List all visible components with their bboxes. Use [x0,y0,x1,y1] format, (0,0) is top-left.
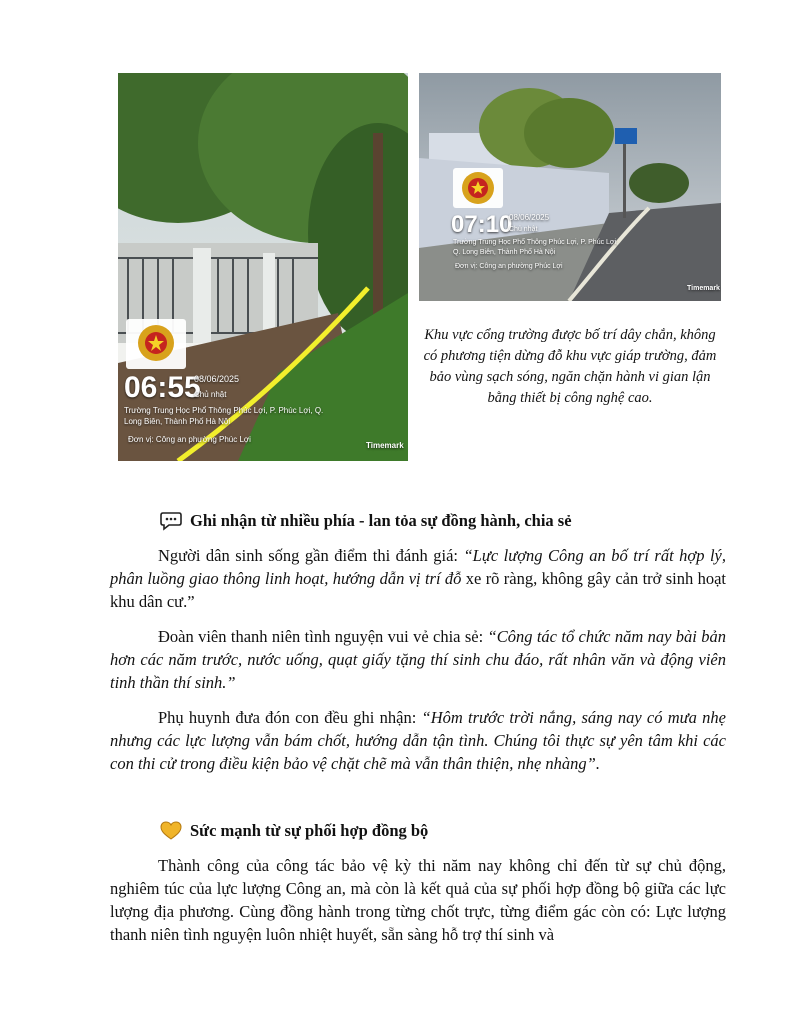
paragraph-residents [110,544,726,613]
section-heading-coordination [160,821,428,841]
fence-barrier-photo [118,73,408,461]
timestamp-weekday: Chủ nhật [194,390,227,399]
paragraph-coordination: Thành công của công tác bảo vệ kỳ thi năm nay không chỉ đến từ sự chủ động, nghiêm túc của lực lượng Công an, mà còn là kết quả của sự phối hợp đồng bộ giữa các lực lượng địa phương. Cùng đồng hành trong từng chốt trực, từng điểm gác còn có: Lực lượng thanh niên tình nguyện luôn nhiệt huyết, sẵn sàng hỗ trợ thí sinh và [110,856,726,944]
timemark-watermark: Timemark [366,441,404,450]
section-title: Sức mạnh từ sự phối hợp đồng bộ [190,821,429,840]
timestamp-time-2: 07:10 [451,211,513,238]
photo-caption: Khu vực cổng trường được bố trí dây chắn, không có phương tiện dừng đỗ khu vực giáp trường, đảm bảo vùng sạch sóng, ngăn chặn hành vi gian lận bằng thiết bị công nghệ cao. [423,327,717,406]
timestamp-time: 06:55 [124,371,201,404]
section-title: Ghi nhận từ nhiều phía - lan tỏa sự đồng hành, chia sẻ [190,511,572,530]
speech-bubble-icon [160,511,182,531]
timestamp-address: Trường Trung Học Phổ Thông Phúc Lợi, P. Phúc Lợi, Q. Long Biên, Thành Phố Hà Nội [124,406,324,426]
paragraph-lead: Người dân sinh sống gần điểm thi đánh giá: [158,546,464,565]
school-gate-photo [419,73,721,301]
timemark-watermark-2: Timemark [687,285,720,292]
resident-quote: “Lực lượng Công an bố trí rất hợp lý, phân luồng giao thông linh hoạt, hướng dẫn vị trí đỗ [110,546,726,588]
paragraph-parents [110,706,726,775]
paragraph-tail: xe rõ ràng, không gây cản trở sinh hoạt khu dân cư.” [110,569,727,611]
heart-hands-icon [160,821,182,841]
parent-quote: “Hôm trước trời nắng, sáng nay có mưa nhẹ nhưng các lực lượng vẫn bám chốt, hướng dẫn tận tình. Chúng tôi thực sự yên tâm khi các con thi cử trong điều kiện bảo vệ chặt chẽ mà vẫn thân thiện, nhẹ nhàng”. [110,708,726,773]
paragraph-volunteers [110,625,726,694]
timestamp-unit: Đơn vị: Công an phường Phúc Lợi [128,435,251,444]
timestamp-date-2: 08/06/2025 [509,213,550,222]
paragraph-lead: Đoàn viên thanh niên tình nguyện vui vẻ chia sẻ: [158,627,488,646]
section-heading-feedback [160,511,572,531]
timestamp-address-2: Trường Trung Học Phổ Thông Phúc Lợi, P. Phúc Lợi, Q. Long Biên, Thành Phố Hà Nội [453,239,619,256]
timestamp-weekday-2: Chủ nhật [509,226,538,233]
paragraph-lead: Phụ huynh đưa đón con đều ghi nhận: [158,708,422,727]
volunteer-quote: “Công tác tổ chức năm nay bài bản hơn các năm trước, nước uống, quạt giấy tặng thí sinh chu đáo, rất nhân văn và động viên tinh thần thí sinh.” [110,627,726,692]
timestamp-unit-2: Đơn vị: Công an phường Phúc Lợi [455,263,563,270]
timestamp-date: 08/06/2025 [194,374,240,384]
